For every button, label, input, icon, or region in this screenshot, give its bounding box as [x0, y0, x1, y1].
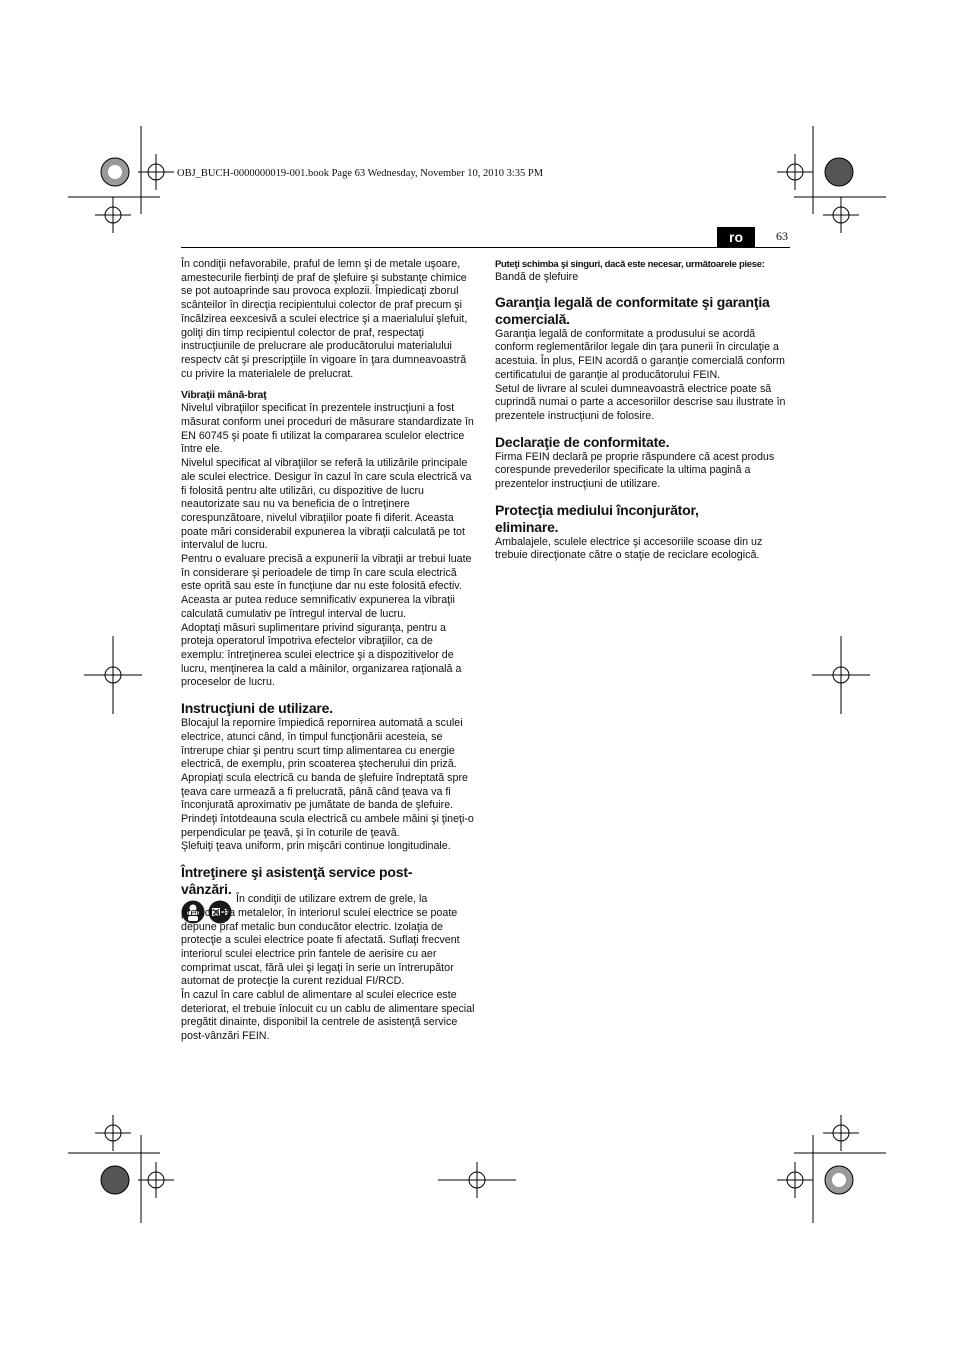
- page-number: 63: [776, 229, 788, 243]
- declaration-paragraph: Firma FEIN declară pe proprie răspundere că acest produs corespunde prevederilor specificate la ultima pagină a prezentelor instrucţiuni de utilizare.: [495, 450, 775, 491]
- instructions-paragraph-3: Prindeţi întotdeauna scula electrică cu ambele mâini şi ţineţi-o perpendicular pe ţeavă, şi în coturile de ţeavă.: [181, 813, 474, 839]
- parts-item: Bandă de şlefuire: [495, 271, 579, 283]
- maintenance-paragraph-1: În condiţii de utilizare extrem de grele, la prelucrarea metalelor, în interiorul sculei electrice se poate depune praf metalic bun conducător electric. Izolaţia de protecţie a sculei electrice poate fi afectată. Suflaţi frecvent interiorul sculei electrice prin fantele de aerisire cu aer comprimat uscat, fără ulei şi legaţi în serie un întrerupător automat de protecţie la curent rezidual FI/RCD.: [181, 893, 460, 988]
- vibration-paragraph-4: Adoptaţi măsuri suplimentare privind siguranţa, pentru a proteja operatorul împotriva efectelor vibraţiilor, ca de exemplu: întreţinerea sculei electrice şi a dispozitivelor de lucru, menţinerea la cald a mâinilor, organizarea raţională a proceselor de lucru.: [181, 621, 462, 689]
- intro-paragraph: În condiţii nefavorabile, praful de lemn şi de metale uşoare, amestecurile fierbinţi de praf de şlefuire şi substanţe chimice se pot autoaprinde sau provoca explozii. Împiedicaţi zborul scânteilor în direcţia recipientului colector de praf precum şi încălzirea eexcesivă a sculei electrice şi a maerialului şlefuit, goliţi din timp recipientul colector de praf, respectaţi instrucţiunile de prelucrare ale producătorului materialului respectv cât şi prescripţiile în vigoare în ţara dumneavoastră cu privire la materialele de prelucrat.: [181, 258, 468, 380]
- vibration-paragraph-3: Pentru o evaluare precisă a expunerii la vibraţii ar trebui luate în considerare şi perioadele de timp în care scula electrică este oprită sau este în funcţiune dar nu este folosită efectiv. Aceasta ar putea reduce semnificativ expunerea la vibraţii calculată cumulativ pe întregul interval de lucru.: [181, 553, 472, 620]
- declaration-heading: Declaraţie de conformitate.: [495, 433, 670, 450]
- instructions-paragraph-4: Şlefuiţi ţeava uniform, prin mişcări continue longitudinale.: [181, 840, 451, 853]
- language-badge: ro: [717, 227, 755, 247]
- environment-heading: Protecţia mediului înconjurător, eliminare.: [495, 501, 699, 535]
- maintenance-heading: Întreţinere şi asistenţă service post-vânzări.: [181, 864, 413, 898]
- warranty-paragraph-1: Garanţia legală de conformitate a produsului se acordă conform reglementărilor legale din ţara punerii în circulaţie a acestuia. În plus, FEIN acordă o garanţie comercială conform certificatului de garanţie al producătorului FEIN.: [495, 327, 785, 381]
- vibration-paragraph-2: Nivelul specificat al vibraţiilor se referă la utilizările principale ale sculei electrice. Desigur în cazul în care scula electrică va fi folosită pentru alte utilizări, cu dispozitive de lucru neautorizate sau nu va beneficia de o întreţinere corespunzătoare, nivelul vibraţiilor poate fi diferit. Aceasta poate mări considerabil expunerea la vibraţii calculată pe tot intervalul de lucru.: [181, 457, 472, 552]
- header-rule: [181, 247, 790, 248]
- warranty-paragraph-2: Setul de livrare al sculei dumneavoastră electrice poate să cuprindă numai o parte a accesoriilor descrise sau ilustrate în prezentele instrucţiuni de folosire.: [495, 382, 786, 422]
- maintenance-paragraph-2: În cazul în care cablul de alimentare al sculei elecrice este deteriorat, el trebuie înlocuit cu un cablu de alimentare special pregătit dinainte, disponibil la centrele de asistenţă service post-vânzări FEIN.: [181, 989, 475, 1043]
- parts-heading: Puteţi schimba şi singuri, dacă este necesar, următoarele piese:: [495, 259, 765, 270]
- right-column: [495, 258, 791, 563]
- instructions-paragraph-1: Blocajul la repornire împiedică repornirea automată a sculei electrice, atunci când, în timpul funcţionării acesteia, se întrerupe chiar şi pentru scurt timp alimentarea cu energie electrică, de exemplu, prin scoaterea ştecherului din priză.: [181, 717, 463, 771]
- left-column: [181, 258, 477, 1044]
- file-slug: OBJ_BUCH-0000000019-001.book Page 63 Wednesday, November 10, 2010 3:35 PM: [177, 168, 544, 179]
- instructions-paragraph-2: Apropiaţi scula electrică cu banda de şlefuire îndreptată spre ţeava care urmează a fi prelucrată, până când ţeava va fi înconjurată aproximativ pe jumătate de banda de şlefuire.: [181, 771, 468, 812]
- environment-paragraph: Ambalajele, sculele electrice şi accesoriile scoase din uz trebuie direcţionate către o staţie de reciclare ecologică.: [495, 535, 763, 562]
- vibration-paragraph-1: Nivelul vibraţiilor specificat în prezentele instrucţiuni a fost măsurat conform unei proceduri de măsurare standardizate în EN 60745 şi poate fi utilizat la compararea sculelor electrice între ele.: [181, 402, 474, 456]
- instructions-heading: Instrucţiuni de utilizare.: [181, 700, 333, 717]
- warranty-heading: Garanţia legală de conformitate şi garanţia comercială.: [495, 293, 770, 327]
- vibration-heading: Vibraţii mână-braţ: [181, 389, 267, 402]
